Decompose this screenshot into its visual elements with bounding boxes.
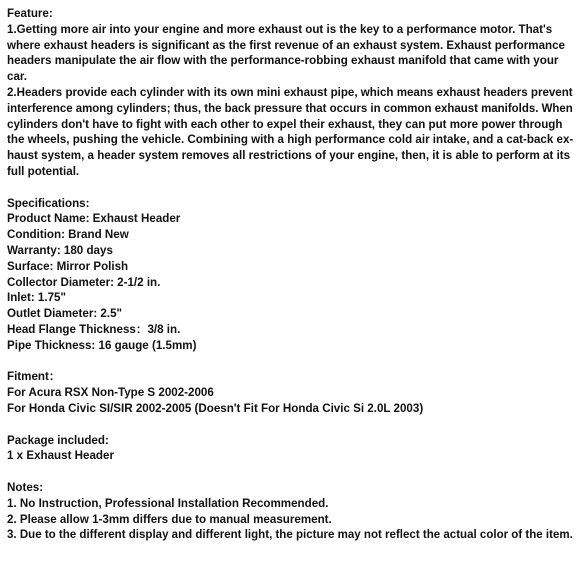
feature-paragraph-1: [7, 22, 573, 85]
feature-p1-line: car.: [7, 70, 27, 84]
note-item: 2. Please allow 1-3mm differs due to manual measurement.: [7, 512, 332, 526]
spec-item: Outlet Diameter: 2.5": [7, 307, 123, 321]
fitment-section: [7, 369, 573, 416]
section-spacer: [7, 354, 573, 370]
feature-section: [7, 6, 573, 180]
notes-heading: Notes:: [7, 480, 44, 494]
spec-item: Warranty: 180 days: [7, 243, 113, 257]
specifications-heading: Specifications:: [7, 196, 90, 210]
spec-item: Surface: Mirror Polish: [7, 259, 129, 273]
spec-item: Head Flange Thickness：3/8 in.: [7, 322, 181, 336]
package-heading: Package included:: [7, 433, 109, 447]
spec-item: Product Name: Exhaust Header: [7, 212, 181, 226]
fitment-heading: Fitment：: [7, 370, 61, 384]
feature-p1-line: 1.Getting more air into your engine and more exhaust out is the key to a performance motor. That's: [7, 22, 553, 36]
feature-p2-line: cylinders don't have to fight with each other to expel their exhaust, they can put more power through: [7, 117, 563, 131]
section-spacer: [7, 417, 573, 433]
spec-item: Condition: Brand New: [7, 228, 129, 242]
feature-p1-line: headers manipulate the air flow with the performance-robbing exhaust manifold that came with your: [7, 54, 559, 68]
notes-section: [7, 480, 573, 543]
note-item: 1. No Instruction, Professional Installation Recommended.: [7, 496, 329, 510]
specifications-section: [7, 196, 573, 354]
spec-item: Collector Diameter: 2-1/2 in.: [7, 275, 161, 289]
feature-p2-line: interference among cylinders; thus, the back pressure that occurs in common exhaust manifolds. When: [7, 101, 573, 115]
feature-p2-line: the wheels, pushing the vehicle. Combining with a high performance cold air intake, and a cat-back ex-: [7, 133, 574, 147]
package-item: 1 x Exhaust Header: [7, 449, 114, 463]
feature-heading: Feature:: [7, 7, 53, 20]
feature-p1-line: where exhaust headers is significant as the first revenue of an exhaust system. Exhaust performance: [7, 38, 565, 52]
feature-p2-line: 2.Headers provide each cylinder with its own mini exhaust pipe, which means exhaust headers prevent: [7, 85, 573, 99]
section-spacer: [7, 464, 573, 480]
fitment-item: For Honda Civic SI/SIR 2002-2005 (Doesn't Fit For Honda Civic Si 2.0L 2003): [7, 401, 424, 415]
section-spacer: [7, 180, 573, 196]
spec-item: Inlet: 1.75": [7, 291, 66, 305]
note-item: 3. Due to the different display and different light, the picture may not reflect the actual color of the item.: [7, 528, 573, 542]
feature-p2-line: haust system, a header system removes all restrictions of your engine, then, it is able to perform at its: [7, 149, 571, 163]
feature-paragraph-2: [7, 85, 573, 180]
package-section: [7, 433, 573, 465]
feature-p2-line: full potential.: [7, 164, 80, 178]
fitment-item: For Acura RSX Non-Type S 2002-2006: [7, 386, 214, 400]
spec-item: Pipe Thickness: 16 gauge (1.5mm): [7, 338, 197, 352]
